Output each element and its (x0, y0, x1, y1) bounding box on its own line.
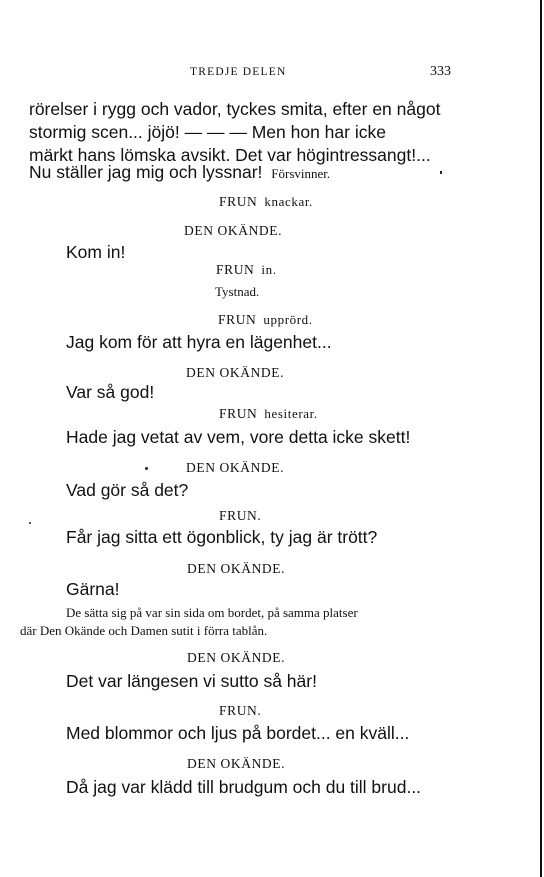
print-speck (440, 171, 442, 174)
page-edge-shadow (540, 0, 542, 877)
speech-line: Det var längesen vi sutto så här! (66, 671, 317, 691)
speaker-heading (219, 194, 313, 210)
stage-direction-line: De sätta sig på var sin sida om bordet, på samma platser (66, 605, 358, 620)
speaker-name: DEN OKÄNDE. (184, 223, 283, 238)
speaker-name: FRUN (218, 312, 257, 327)
paragraph-line: stormig scen... jöjö! — — — Men hon har icke (29, 122, 386, 142)
paragraph-line: rörelser i rygg och vador, tyckes smita, efter en något (29, 99, 441, 119)
speaker-name: FRUN. (219, 508, 262, 523)
speaker-direction: hesiterar. (264, 406, 318, 421)
speaker-heading (216, 262, 277, 278)
speaker-name: FRUN (219, 406, 258, 421)
speaker-name: FRUN (216, 262, 255, 277)
page-number: 333 (430, 64, 451, 79)
speech-line: Vad gör så det? (66, 480, 189, 500)
speaker-name: DEN OKÄNDE. (186, 365, 285, 380)
speech-line: Gärna! (66, 579, 120, 599)
paragraph-line: Nu ställer jag mig och lyssnar! (29, 162, 263, 182)
speaker-name: DEN OKÄNDE. (187, 650, 286, 665)
paragraph-last-line (29, 161, 330, 185)
speaker-direction: knackar. (264, 194, 313, 209)
speaker-heading (218, 312, 313, 328)
paragraph-line: märkt hans lömska avsikt. Det var högintressangt!... (29, 145, 431, 165)
stage-direction-line: där Den Okände och Damen sutit i förra tablån. (20, 623, 268, 638)
speaker-name: DEN OKÄNDE. (187, 561, 286, 576)
speaker-direction: upprörd. (263, 312, 313, 327)
print-speck (29, 522, 31, 524)
speaker-name: FRUN. (219, 703, 262, 718)
speaker-name: DEN OKÄNDE. (187, 756, 286, 771)
stage-direction-inline: Försvinner. (271, 166, 331, 181)
speech-line: Hade jag vetat av vem, vore detta icke skett! (66, 427, 411, 447)
speech-line: Kom in! (66, 242, 126, 262)
speaker-name: DEN OKÄNDE. (186, 460, 285, 475)
speech-line: Jag kom för att hyra en lägenhet... (66, 332, 332, 352)
stage-direction: Tystnad. (215, 284, 260, 299)
speech-line: Med blommor och ljus på bordet... en kväll... (66, 723, 410, 743)
speech-line: Var så god! (66, 382, 155, 402)
speech-line: Får jag sitta ett ögonblick, ty jag är trött? (66, 527, 378, 547)
speaker-heading (219, 406, 318, 422)
speaker-name: FRUN (219, 194, 258, 209)
running-head: TREDJE DELEN (190, 66, 287, 78)
print-speck (145, 467, 148, 470)
speech-line: Då jag var klädd till brudgum och du till brud... (66, 777, 422, 797)
speaker-direction: in. (261, 262, 277, 277)
